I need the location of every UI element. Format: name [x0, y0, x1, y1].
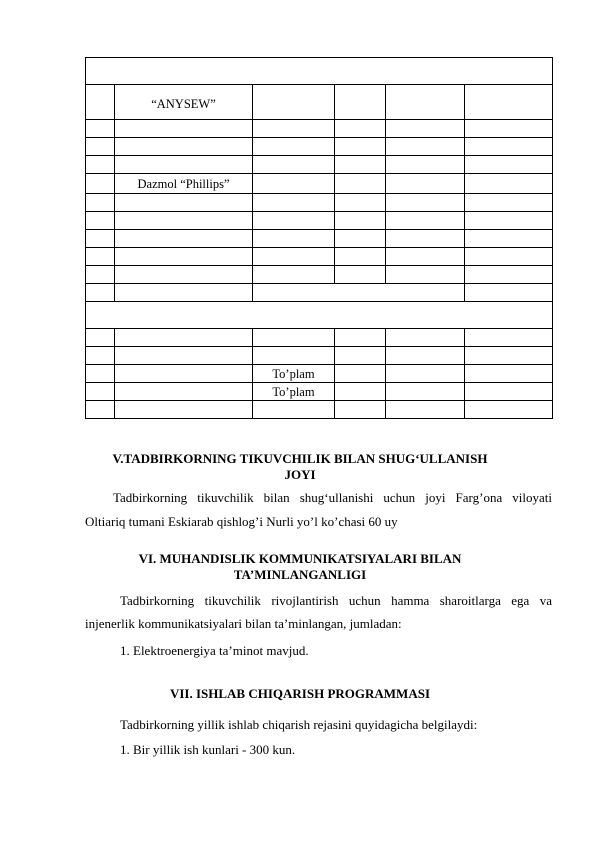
table-row — [86, 85, 553, 120]
table-row — [86, 212, 553, 230]
equipment-table — [85, 57, 553, 419]
table-section-row — [86, 302, 553, 329]
section-6-title-line1: VI. MUHANDISLIK KOMMUNIKATSIYALARI BILAN — [138, 551, 462, 566]
section-6-title-line2: TA’MINLANGANLIGI — [233, 567, 367, 582]
table-row — [86, 329, 553, 347]
section-7-list-item-1: 1. Bir yillik ish kunlari - 300 kun. — [120, 742, 296, 757]
table-header-row — [86, 58, 553, 85]
table-row — [86, 347, 553, 365]
table-row — [86, 120, 553, 138]
table-row — [86, 284, 553, 302]
toplam-cell-1: To’plam — [253, 365, 335, 383]
table-row — [86, 365, 553, 383]
table-row — [86, 230, 553, 248]
section-5-text-line1: Tadbirkorning tikuvchilik bilan shug‘ullanishi uchun joyi Farg’ona viloyati — [113, 490, 552, 505]
dazmol-cell: Dazmol “Phillips” — [115, 174, 253, 194]
table-row — [86, 174, 553, 194]
section-7-title: VII. ISHLAB CHIQARISH PROGRAMMASI — [169, 686, 431, 701]
table-row — [86, 266, 553, 284]
section-7-text-line1: Tadbirkorning yillik ishlab chiqarish rejasini quyidagicha belgilaydi: — [120, 717, 478, 732]
section-6-list-item-1: 1. Elektroenergiya ta’minot mavjud. — [120, 643, 309, 658]
table-row — [86, 156, 553, 174]
table-row — [86, 138, 553, 156]
table-row — [86, 401, 553, 419]
anysew-cell: “ANYSEW” — [115, 85, 253, 120]
section-6-text-line1: Tadbirkorning tikuvchilik rivojlantirish uchun hamma sharoitlarga ega va — [120, 593, 552, 608]
table-row — [86, 383, 553, 401]
toplam-cell-2: To’plam — [253, 383, 335, 401]
section-6-text-line2: injenerlik kommunikatsiyalari bilan ta’minlangan, jumladan: — [85, 616, 402, 631]
section-5-title-line1: V.TADBIRKORNING TIKUVCHILIK BILAN SHUG‘ULLANISH — [112, 451, 488, 466]
table-row — [86, 194, 553, 212]
table-row — [86, 248, 553, 266]
section-5-text-line2: Oltiariq tumani Eskiarab qishlog’i Nurli yo’l ko’chasi 60 uy — [85, 514, 398, 529]
section-5-title-line2: JOYI — [284, 467, 316, 482]
